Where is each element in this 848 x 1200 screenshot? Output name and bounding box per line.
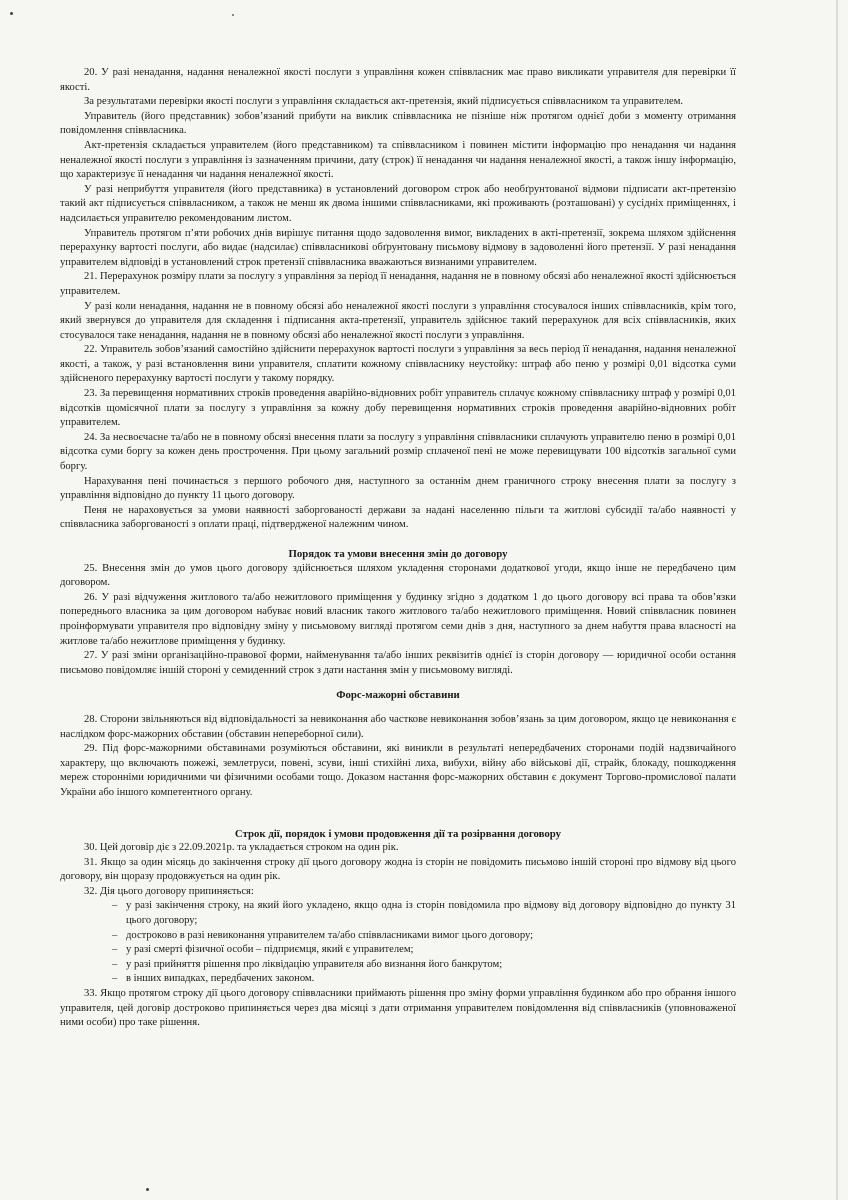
paragraph: 25. Внесення змін до умов цього договору здійснюється шляхом укладення сторонами додаткової угоди, якщо інше не передбачено цим договором. bbox=[60, 562, 736, 589]
paragraph: 27. У разі зміни організаційно-правової форми, найменування та/або інших реквізитів однієї із сторін договору — юридичної особи остання письмово повідомляє іншій стороні у семиденний строк з дати настання змін у письмовому вигляді. bbox=[60, 650, 736, 676]
paragraph: 29. Під форс-мажорними обставинами розуміються обставини, які виникли в результаті непередбачених сторонами подій надзвичайного характеру, що включають пожежі, землетруси, повені, зсуви, інші стихійні лиха, вибухи, війну або військові дії, страйк, блокаду, пошкодження мереж сторонніми юридичними чи фізичними особами тощо. Доказом настання форс-мажорних обставин є документ Торгово-промислової палати України або іншого компетентного органу. bbox=[60, 743, 736, 798]
paragraph: 28. Сторони звільняються від відповідальності за невиконання або часткове невиконання зобов’язань за цим договором, якщо це невиконання є наслідком форс-мажорних обставин (обставин непереборної сили). bbox=[60, 713, 736, 740]
scan-speck bbox=[232, 14, 234, 16]
scan-speck bbox=[146, 1188, 149, 1191]
paragraph: 22. Управитель зобов’язаний самостійно здійснити перерахунок вартості послуги з управління за весь період її ненадання, надання неналежної якості, а також, у разі встановлення вини управителя, сплатити кожному співвласнику неустойку: штраф або пеню у розмірі 0,01 відсотка суми здійсненого перерахунку вартості послуги у такому порядку. bbox=[60, 344, 736, 385]
paragraph: 32. Дія цього договору припиняється: bbox=[84, 885, 254, 897]
paragraph: Нарахування пені починається з першого робочого дня, наступного за останнім днем граничного строку внесення плати за послугу з управління відповідно до пункту 11 цього договору. bbox=[60, 475, 736, 502]
section-heading-force-majeure: Форс-мажорні обставини bbox=[336, 689, 460, 702]
section-heading-term: Строк дії, порядок і умови продовження дії та розірвання договору bbox=[234, 827, 562, 840]
paragraph: 23. За перевищення нормативних строків проведення аварійно-відновних робіт управитель сплачує кожному співвласнику штраф у розмірі 0,01 відсотків щомісячної плати за послугу з управління за кожну добу перевищення нормативних строків проведення аварійно-відновних робіт управителем. bbox=[60, 388, 736, 429]
section-heading-changes: Порядок та умови внесення змін до договору bbox=[288, 548, 508, 560]
paragraph: Управитель (його представник) зобов’язаний прибути на виклик співвласника не пізніше ніж протягом однієї доби з моменту отримання повідомлення співвласника. bbox=[60, 110, 736, 137]
list-item: – у разі закінчення строку, на який його укладено, якщо одна із сторін повідомила про відмову від договору відповідно до пункту 31 цього договору; bbox=[112, 899, 736, 928]
document-body bbox=[60, 66, 736, 1031]
paragraph: 30. Цей договір діє з 22.09.2021р. та укладається строком на один рік. bbox=[84, 842, 399, 854]
paragraph: 24. За несвоєчасне та/або не в повному обсязі внесення плати за послугу з управління співвласники сплачують управителю пеню в розмірі 0,01 відсотка суми боргу за кожен день прострочення. При цьому загальний розмір сплаченої пені не може перевищувати 100 відсотків загальної суми боргу. bbox=[60, 431, 736, 473]
paragraph: 26. У разі відчуження житлового та/або нежитлового приміщення у будинку згідно з додатком 1 до цього договору всі права та обов’язки попереднього власника за цим договором набуває новий власник такого житлового та/або нежитлового приміщення. Новий співвласник повинен проінформувати управителя про відповідну зміну у письмовому вигляді протягом семи днів з дня, наступного за днем набуття права власності на житлове та/або нежитлове приміщення у будинку. bbox=[60, 591, 736, 647]
paragraph: У разі неприбуття управителя (його представника) в установлений договором строк або необґрунтованої відмови підписати акт-претензію такий акт підписується співвласником, а також не менш як двома іншими співвласниками, які проживають (розташовані) у сусідніх приміщеннях, і надсилається управителю рекомендованим листом. bbox=[60, 183, 736, 224]
termination-list bbox=[60, 899, 736, 987]
paragraph: За результатами перевірки якості послуги з управління складається акт-претензія, який підписується співвласником та управителем. bbox=[84, 96, 684, 108]
list-item: – в інших випадках, передбачених законом. bbox=[112, 972, 736, 987]
paragraph: 21. Перерахунок розміру плати за послугу з управління за період її ненадання, надання не в повному обсязі або неналежної якості здійснюється управителем. bbox=[60, 271, 736, 297]
paragraph: Акт-претензія складається управителем (його представником) та співвласником і повинен містити інформацію про ненадання чи надання неналежної якості послуги з управління із зазначенням причини, дату (строк) її ненадання чи надання неналежної якості, а також іншу інформацію, що характеризує її ненадання чи надання неналежної якості. bbox=[60, 139, 736, 181]
paragraph: У разі коли ненадання, надання не в повному обсязі або неналежної якості послуги з управління стосувалося інших співвласників, крім того, який звернувся до управителя для складення і підписання акта-претензії, управитель здійснює такий перерахунок для всіх співвласників, яких стосувалося таке ненадання, надання не в повному обсязі або неналежної якості послуги з управління. bbox=[60, 300, 736, 341]
list-item: – у разі прийняття рішення про ліквідацію управителя або визнання його банкрутом; bbox=[112, 958, 736, 973]
paragraph: 31. Якщо за один місяць до закінчення строку дії цього договору жодна із сторін не повідомить письмово іншій стороні про відмову від цього договору, він щоразу продовжується на один рік. bbox=[60, 856, 736, 883]
paragraph: 33. Якщо протягом строку дії цього договору співвласники приймають рішення про зміну форми управління будинком або про обрання іншого управителя, цей договір достроково припиняється через два місяці з дати отримання управителем повідомлення від співвласників (уповноваженої ними особи) про таке рішення. bbox=[60, 988, 736, 1029]
scan-speck bbox=[10, 12, 13, 15]
paragraph: Управитель протягом п’яти робочих днів вирішує питання щодо задоволення вимог, викладених в акті-претензії, зокрема шляхом здійснення перерахунку вартості послуги, або видає (надсилає) співвласникові обґрунтовану письмову відмову в задоволенні його претензії. У разі ненадання управителем відповіді в установлений строк претензії співвласника вважаються визнаними управителем. bbox=[60, 227, 736, 268]
scan-edge bbox=[836, 0, 838, 1200]
list-item: – у разі смерті фізичної особи – підприємця, який є управителем; bbox=[112, 943, 736, 958]
paragraph: Пеня не нараховується за умови наявності заборгованості держави за надані населенню пільги та житлові субсидії та/або наявності у співвласника заборгованості з оплати праці, підтвердженої належним чином. bbox=[60, 504, 736, 531]
list-item: – достроково в разі невиконання управителем та/або співвласниками вимог цього договору; bbox=[112, 929, 736, 944]
paragraph: 20. У разі ненадання, надання неналежної якості послуги з управління кожен співвласник має право викликати управителя для перевірки її якості. bbox=[60, 67, 736, 93]
